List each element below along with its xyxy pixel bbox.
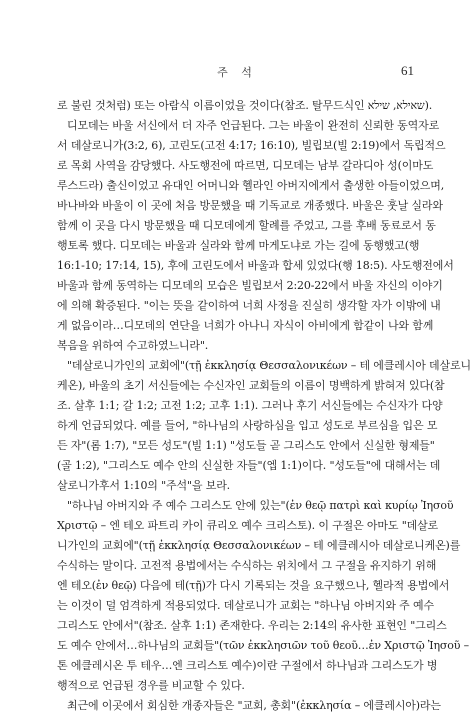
text-line: 16:1-10; 17:14, 15), 후에 고린도에서 바울과 합세 있었다(행 18:5). 사도행전에서 xyxy=(57,259,454,272)
text-line: 복음을 위하여 수고하였느니라". xyxy=(57,339,209,352)
text-line: 게 없음이라…디모데의 연단을 너희가 아나니 자식이 아비에게 함같이 나와 함께 xyxy=(57,319,434,332)
text-line: 로 불린 것처럼) 또는 아람식 이름이었을 것이다(참조. 탈무드식인 שאילא, שילא). xyxy=(57,99,433,112)
text-line: 행적으로 언급된 경우를 비교할 수 있다. xyxy=(57,679,245,692)
text-line: 에 의해 확증된다. "이는 뜻을 같이하여 너희 사정을 진실히 생각할 자가 이밖에 내 xyxy=(57,299,441,312)
text-line: 케온), 바울의 초기 서신들에는 수신자인 교회들의 이름이 명백하게 밝혀져 있다(참 xyxy=(57,379,445,392)
text-line: 행토록 했다. 디모데는 바울과 실라와 함께 마게도냐로 가는 길에 동행했고(행 xyxy=(57,239,420,252)
text-line: 하게 언급되었다. 예를 들어, "하나님의 사랑하심을 입고 성도로 부르심을 입은 모 xyxy=(57,419,438,432)
text-line: 살로니가후서 1:10의 "주석"을 보라. xyxy=(57,479,231,492)
text-line: 루스드라) 출신이었고 유대인 어머니와 헬라인 아버지에게서 출생한 아들이었으며, xyxy=(57,179,445,192)
text-line: 함께 이 곳을 다시 방문했을 때 디모데에게 할례를 주었고, 그를 후배 동료로서 동 xyxy=(57,219,436,232)
text-line: 그리스도 안에서"(참조. 살후 1:1) 존재한다. 우리는 2:14의 유사한 표현인 "그리스 xyxy=(57,619,447,632)
text-line: "하나님 아버지와 주 예수 그리스도 안에 있는"(ἐν θεῷ πατρὶ καὶ κυρίῳ Ἰησοῦ xyxy=(67,499,454,512)
text-line: 바울과 함께 동역하는 디모데의 모습은 빌립보서 2:20-22에서 바울 자신의 이야기 xyxy=(57,279,443,292)
text-line: 바나바와 바울이 이 곳에 처음 방문했을 때 기독교로 개종했다. 바울은 훗날 실라와 xyxy=(57,199,443,212)
page-number: 61 xyxy=(401,63,414,78)
text-line: 디모데는 바울 서신에서 더 자주 언급된다. 그는 바울이 완전히 신뢰한 동역자로 xyxy=(67,119,440,132)
text-line: Χριστῷ – 엔 테오 파트리 카이 큐리오 예수 크리스토). 이 구절은 아마도 "데살로 xyxy=(57,519,439,532)
text-line: 최근에 이곳에서 회심한 개종자들은 "교회, 총회"(ἐκκλησία – 에클레시아)라는 xyxy=(67,699,441,712)
text-line: 서 데살로니가(3:2, 6), 고린도(고전 4:17; 16:10), 빌립보(빌 2:19)에서 독립적으 xyxy=(57,139,446,152)
text-line: 로 목회 사역을 감당했다. 사도행전에 따르면, 디모데는 남부 갈라디아 성(이마도 xyxy=(57,159,434,172)
text-line: 조. 살후 1:1; 갈 1:2; 고전 1:2; 고후 1:1). 그러나 후기 서신들에는 수신자가 다양 xyxy=(57,399,443,412)
text-line: 든 자"(롬 1:7), "모든 성도"(빌 1:1) "성도들 곧 그리스도 안에서 신실한 형제들" xyxy=(57,439,435,452)
text-line: 수식하는 말이다. 고전적 용법에서는 수식하는 위치에서 그 구절을 유지하기 위해 xyxy=(57,559,437,572)
running-title: 주 석 xyxy=(217,66,257,79)
text-line: 니가인의 교회에"(τῇ ἐκκλησίᾳ Θεσσαλονικέων – 테 에클레시아 데살로니케온)를 xyxy=(57,539,461,552)
text-line: 는 이것이 덜 엄격하게 적용되었다. 데살로니가 교회는 "하나님 아버지와 주 예수 xyxy=(57,599,434,612)
text-line: 도 예수 안에서…하나님의 교회들"(τῶν ἐκκλησιῶν τοῦ θεοῦ…ἐν Χριστῷ Ἰησοῦ – xyxy=(57,639,469,652)
text-line: 엔 테오(ἐν θεῷ) 다음에 테(τῇ)가 다시 기록되는 것을 요구했으나, 헬라적 용법에서 xyxy=(57,579,450,592)
text-line: "데살로니가인의 교회에"(τῇ ἐκκλησίᾳ Θεσσαλονικέων – 테 에클레시아 데살로니 xyxy=(67,359,471,372)
page-header xyxy=(60,64,414,80)
body-text xyxy=(57,96,471,716)
text-line: 톤 에클레시온 투 테우…엔 크리스토 예수)이란 구절에서 하나님과 그리스도가 병 xyxy=(57,659,438,672)
text-line: (골 1:2), "그리스도 예수 안의 신실한 자들"(엡 1:1)이다. "성도들"에 대해서는 데 xyxy=(57,459,441,472)
